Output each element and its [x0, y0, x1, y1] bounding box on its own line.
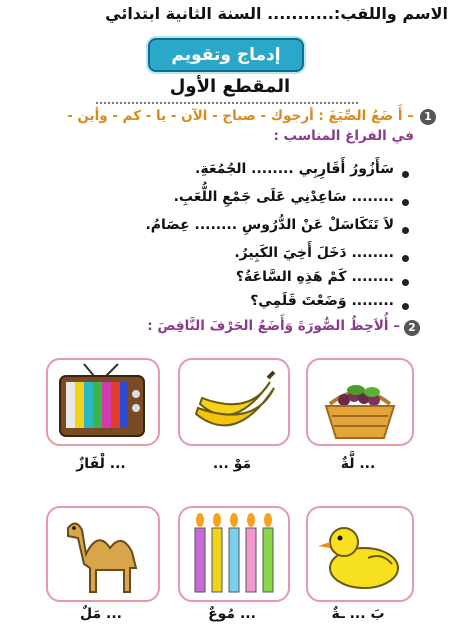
camel-icon — [48, 508, 158, 600]
bullet-icon — [402, 227, 409, 234]
student-name-header: الاسم واللقب:........... السنة الثانية ابتدائي — [105, 4, 448, 23]
television-icon — [48, 360, 158, 444]
section-banner: إدماج وتقويم — [148, 38, 304, 72]
question-1-instruction: – أَ ضَعُ الصِّيَغَ : أرجوك - صباح - الآن - يا - كم - وأين - — [67, 108, 414, 124]
title-divider — [96, 102, 358, 104]
bullet-icon — [402, 199, 409, 206]
sentence-4: ........ دَخَلَ أَخِيَ الكَبِيرُ. — [234, 245, 394, 261]
question-2-instruction: – أُلاَحِظُ الصُّورَةَ وَأَضَعُ الحَرْفَ النَّاقِصَ : — [147, 318, 400, 334]
picture-card-grapes — [306, 358, 414, 446]
sentence-1: سَأَزُورُ أَقَارِبِي ........ الجُمُعَةِ. — [195, 161, 394, 177]
sentence-2: ........ سَاعِدْنِي عَلَى جَمْعِ اللُّعَبِ. — [173, 189, 394, 205]
bullet-icon — [402, 255, 409, 262]
bullet-icon — [402, 303, 409, 310]
picture-card-camel — [46, 506, 160, 602]
missing-letter-word-6: ... مَلٌ — [80, 606, 122, 622]
sentence-6: ........ وَضَعْتَ قَلَمِي؟ — [250, 293, 394, 309]
picture-card-candles — [178, 506, 290, 602]
bullet-icon — [402, 171, 409, 178]
missing-letter-word-4: بَ ... ـةٌ — [331, 606, 385, 622]
missing-letter-word-3: ... لْفَازٌ — [76, 456, 126, 472]
missing-letter-word-2: مَوْ ... — [212, 456, 252, 472]
question-1-number: 1 — [420, 109, 436, 125]
picture-card-duck — [306, 506, 414, 602]
sentence-5: ........ كَمْ هَذِهِ السَّاعَةُ؟ — [235, 269, 394, 285]
section-title: المقطع الأول — [169, 76, 291, 97]
question-1-instruction-cont: في الفراغ المناسب : — [273, 128, 414, 144]
sentence-3: لاَ تَتَكَاسَلْ عَنْ الدُّرُوسِ ........ عِصَامُ. — [145, 217, 394, 233]
bananas-icon — [180, 360, 288, 444]
question-2-number: 2 — [404, 320, 420, 336]
missing-letter-word-1: ... لَّةٌ — [340, 456, 376, 472]
bullet-icon — [402, 279, 409, 286]
duck-icon — [308, 508, 412, 600]
grapes-basket-icon — [308, 360, 412, 444]
candles-icon — [180, 508, 288, 600]
picture-card-bananas — [178, 358, 290, 446]
picture-card-tv — [46, 358, 160, 446]
missing-letter-word-5: ... مُوعٌ — [208, 606, 256, 622]
